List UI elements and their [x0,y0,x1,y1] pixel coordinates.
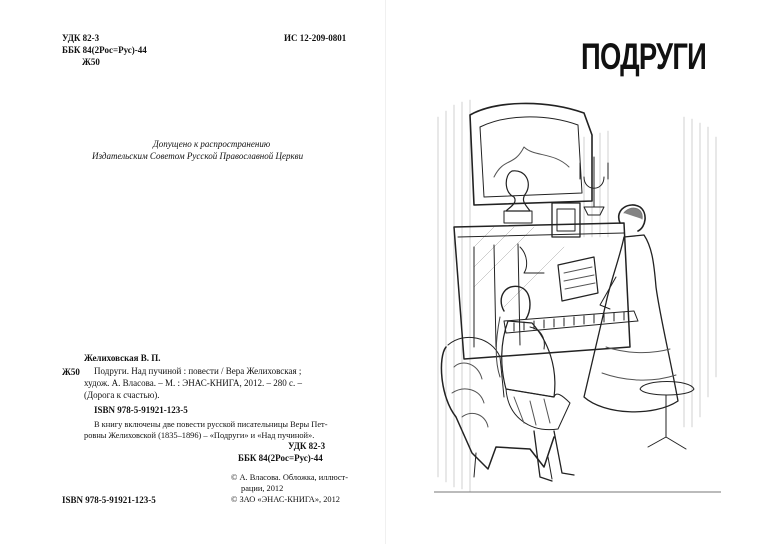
bbk-line: ББК 84(2Рос=Рус)-44 [62,45,147,55]
approval-line-1: Допущено к распространению [153,139,271,149]
annotation-line-2: ровны Желиховской (1835–1896) – «Подруги» и «Над пучиной». [84,431,315,440]
author-sign-top: Ж50 [82,57,100,67]
catalog-desc-line-3: (Дорога к счастью). [84,390,160,400]
illustration-girls-at-piano [434,97,721,503]
copyright-line-1: © А. Власова. Обложка, иллюст- [231,473,348,482]
udk-line: УДК 82-3 [62,33,100,43]
annotation-line-1: В книгу включены две повести русской писательницы Веры Пет- [94,420,328,429]
catalog-author-heading: Желиховская В. П. [84,353,161,363]
approval-line-2: Издательским Советом Русской Православной Церкви [92,151,304,161]
page-fold [385,0,386,544]
catalog-author-sign: Ж50 [62,367,80,377]
isbn-bottom: ISBN 978-5-91921-123-5 [62,495,156,505]
udk-bottom: УДК 82-3 [288,441,326,451]
copyright-line-2: рации, 2012 [241,484,284,493]
catalog-desc-line-2: худож. А. Власова. – М. : ЭНАС-КНИГА, 2012. – 280 с. – [84,378,302,388]
copyright-line-3: © ЗАО «ЭНАС-КНИГА», 2012 [231,495,340,504]
book-title: ПОДРУГИ [581,36,707,77]
bbk-bottom: ББК 84(2Рос=Рус)-44 [238,453,323,463]
publisher-code: ИС 12-209-0801 [284,33,347,43]
catalog-desc-line-1: Подруги. Над пучиной : повести / Вера Желиховская ; [94,366,302,376]
catalog-isbn: ISBN 978-5-91921-123-5 [94,405,188,415]
